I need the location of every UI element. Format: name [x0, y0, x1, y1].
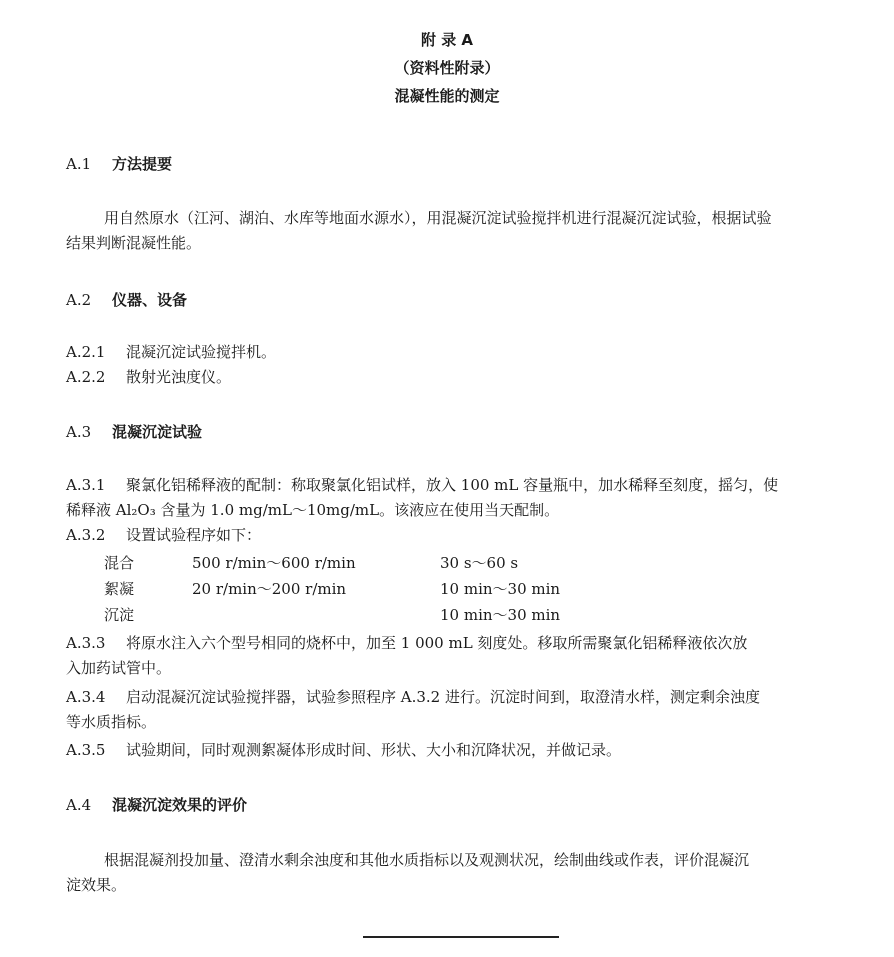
program-speed: 20 r/min～200 r/min — [192, 580, 347, 598]
program-time: 30 s～60 s — [440, 554, 519, 572]
program-time: 10 min～30 min — [440, 580, 561, 598]
program-stage: 混合 — [104, 554, 135, 572]
section-a3-heading — [66, 422, 202, 442]
section-title: 方法提要 — [112, 155, 173, 173]
section-a1-body-line1: 用自然原水（江河、湖泊、水库等地面水源水），用混凝沉淀试验搅拌机进行混凝沉淀试验，根据试验 — [104, 209, 772, 227]
program-stage: 沉淀 — [104, 606, 135, 624]
section-number: A.3 — [66, 423, 92, 441]
clause-a31-line1 — [66, 475, 778, 495]
section-a4-body-line2: 淀效果。 — [66, 876, 127, 894]
clause-number: A.3.5 — [66, 741, 106, 759]
clause-a33-line1 — [66, 633, 747, 653]
clause-a31-line2: 稀释液 Al₂O₃ 含量为 1.0 mg/mL～10mg/mL。该液应在使用当天配制。 — [66, 501, 560, 519]
section-number: A.4 — [66, 796, 92, 814]
clause-number: A.2.1 — [66, 343, 106, 361]
section-a4-body-line1: 根据混凝剂投加量、澄清水剩余浊度和其他水质指标以及观测状况，绘制曲线或作表，评价混凝沉 — [104, 851, 750, 869]
section-number: A.1 — [66, 155, 92, 173]
section-number: A.2 — [66, 291, 92, 309]
appendix-label: 附 录 A — [420, 31, 474, 49]
clause-text: 试验期间，同时观测絮凝体形成时间、形状、大小和沉降状况，并做记录。 — [126, 741, 622, 759]
clause-a35 — [66, 740, 621, 760]
section-a4-heading — [66, 795, 247, 815]
program-stage: 絮凝 — [104, 580, 135, 598]
clause-text: 聚氯化铝稀释液的配制：称取聚氯化铝试样，放入 100 mL 容量瓶中，加水稀释至刻度，摇匀，使 — [126, 476, 779, 494]
clause-a34-line2: 等水质指标。 — [66, 713, 157, 731]
clause-text: 散射光浊度仪。 — [126, 368, 232, 386]
clause-a22 — [66, 367, 231, 387]
appendix-type: （资料性附录） — [394, 59, 500, 77]
end-rule — [363, 936, 559, 938]
section-a2-heading — [66, 290, 187, 310]
clause-number: A.3.3 — [66, 634, 106, 652]
clause-text: 启动混凝沉淀试验搅拌器，试验参照程序 A.3.2 进行。沉淀时间到，取澄清水样，测定剩余浊度 — [126, 688, 760, 706]
program-speed: 500 r/min～600 r/min — [192, 554, 356, 572]
clause-a32 — [66, 525, 261, 545]
clause-number: A.3.2 — [66, 526, 106, 544]
clause-number: A.3.1 — [66, 476, 106, 494]
appendix-title: 混凝性能的测定 — [394, 87, 500, 105]
clause-a21 — [66, 342, 276, 362]
clause-number: A.3.4 — [66, 688, 106, 706]
section-title: 混凝沉淀效果的评价 — [112, 796, 248, 814]
clause-text: 设置试验程序如下： — [126, 526, 262, 544]
section-title: 混凝沉淀试验 — [112, 423, 203, 441]
section-a1-body-line2: 结果判断混凝性能。 — [66, 234, 202, 252]
section-a1-heading — [66, 154, 172, 174]
program-time: 10 min～30 min — [440, 606, 561, 624]
clause-a34-line1 — [66, 687, 760, 707]
clause-text: 混凝沉淀试验搅拌机。 — [126, 343, 277, 361]
clause-text: 将原水注入六个型号相同的烧杯中，加至 1 000 mL 刻度处。移取所需聚氯化铝稀释液依次放 — [126, 634, 748, 652]
clause-number: A.2.2 — [66, 368, 106, 386]
clause-a33-line2: 入加药试管中。 — [66, 659, 172, 677]
section-title: 仪器、设备 — [112, 291, 188, 309]
